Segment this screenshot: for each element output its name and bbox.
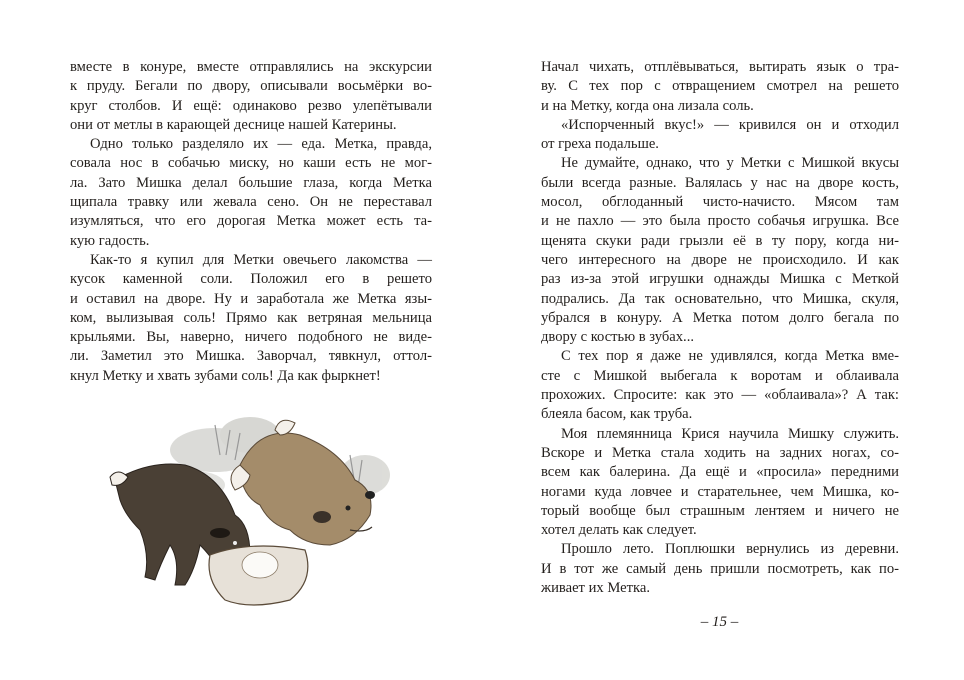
text-line: блеяла басом, как труба. (541, 406, 693, 423)
text-line: щенята скуки ради грызли её в ту пору, когда ни- (541, 232, 899, 249)
text-line: Одно только разделяло их — еда. Метка, правда, (90, 136, 432, 153)
paragraph (541, 154, 899, 347)
text-line: ногами куда ловчее и старательнее, чем Мишка, ко- (541, 483, 899, 500)
lamb-and-puppy-illustration (100, 405, 395, 610)
text-line: ком, вылизывая соль! Прямо как ветряная мельница (70, 309, 432, 326)
text-line: убрался в конуру. А Метка потом долго бегала по (541, 309, 899, 326)
text-line: круг столбов. И ещё: одинаково резво улепётывали (70, 97, 432, 114)
text-line: и не пахло — это была просто собачья игрушка. Все (541, 213, 899, 230)
text-line: мосол, обглоданный чисто-начисто. Мясом там (541, 194, 899, 211)
text-line: раз из-за этой игрушки однажды Мишка с Меткой (541, 271, 899, 288)
text-line: Вскоре и Метка стала ходить на задних ногах, со- (541, 444, 899, 461)
text-line: прохожих. Спросите: как это — «облаивала»? А так: (541, 387, 899, 404)
text-line: и оставил на дворе. Ну и заработала же Метка язы- (70, 290, 432, 307)
text-line: сте с Мишкой выбегала к воротам и облаивала (541, 367, 899, 384)
text-line: И в тот же самый день пришли посмотреть, как по- (541, 560, 899, 577)
paragraph (70, 58, 432, 135)
text-line: были всегда разные. Валялась у нас на дворе кость, (541, 174, 899, 191)
text-line: изумляться, что его дорогая Метка может есть та- (70, 213, 432, 230)
text-line: ву. С тех пор с отвращением смотрел на решето (541, 78, 899, 95)
text-line: кую гадость. (70, 232, 150, 249)
text-line: кусок каменной соли. Положил его в решето (70, 271, 432, 288)
text-line: двору с костью в зубах... (541, 329, 695, 346)
text-line: «Испорченный вкус!» — кривился он и отходил (561, 116, 899, 133)
text-line: щипала травку или жевала сено. Он не переставал (70, 194, 432, 211)
text-line: подрались. Да так основательно, что Мишка, скуля, (541, 290, 899, 307)
text-line: живает их Метка. (541, 580, 650, 597)
text-line: крыльями. Вы, наверно, ничего подобного не виде- (70, 329, 432, 346)
page-number (0, 614, 964, 631)
paragraph (541, 425, 899, 541)
paragraph (541, 540, 899, 598)
text-line: они от метлы в карающей деснице нашей Катерины. (70, 116, 397, 133)
paragraph (541, 347, 899, 424)
text-line: Не думайте, однако, что у Метки с Мишкой вкусы (561, 155, 899, 172)
left-page-text (70, 58, 432, 386)
text-line: ла. Зато Мишка делал большие глаза, когда Метка (70, 174, 432, 191)
text-line: С тех пор я даже не удивлялся, когда Метка вме- (561, 348, 899, 365)
text-line: Моя племянница Крися научила Мишку служить. (561, 425, 899, 442)
text-line: Начал чихать, отплёвываться, вытирать язык о тра- (541, 59, 899, 75)
paragraph (541, 116, 899, 155)
text-line: всем как балерина. Да ещё и «просила» передними (541, 464, 899, 481)
paragraph (541, 58, 899, 116)
text-line: хотел делать как следует. (541, 522, 697, 539)
text-line: и на Метку, когда она лизала соль. (541, 97, 754, 114)
paragraph (70, 251, 432, 386)
text-line: совала нос в собачью миску, но каши есть не мог- (70, 155, 432, 172)
right-page-text (541, 58, 899, 598)
text-line: кнул Метку и хвать зубами соль! Да как фыркнет! (70, 367, 381, 384)
text-line: Прошло лето. Поплюшки вернулись из деревни. (561, 541, 899, 558)
text-line: торый вообще был страшным лентяем и ничего не (541, 502, 899, 519)
bowl-icon (209, 546, 308, 605)
page-number-text: – 15 – (700, 614, 739, 630)
text-line: Как-то я купил для Метки овечьего лакомства — (90, 251, 432, 268)
text-line: чего интересного на дворе не происходило. И как (541, 251, 899, 268)
text-line: к пруду. Бегали по двору, описывали восьмёрки во- (70, 78, 432, 95)
text-line: ли. Заметил это Мишка. Заворчал, тявкнул, оттол- (70, 348, 432, 365)
paragraph (70, 135, 432, 251)
text-line: вместе в конуре, вместе отправлялись на экскурсии (70, 59, 432, 75)
text-line: от греха подальше. (541, 136, 659, 153)
